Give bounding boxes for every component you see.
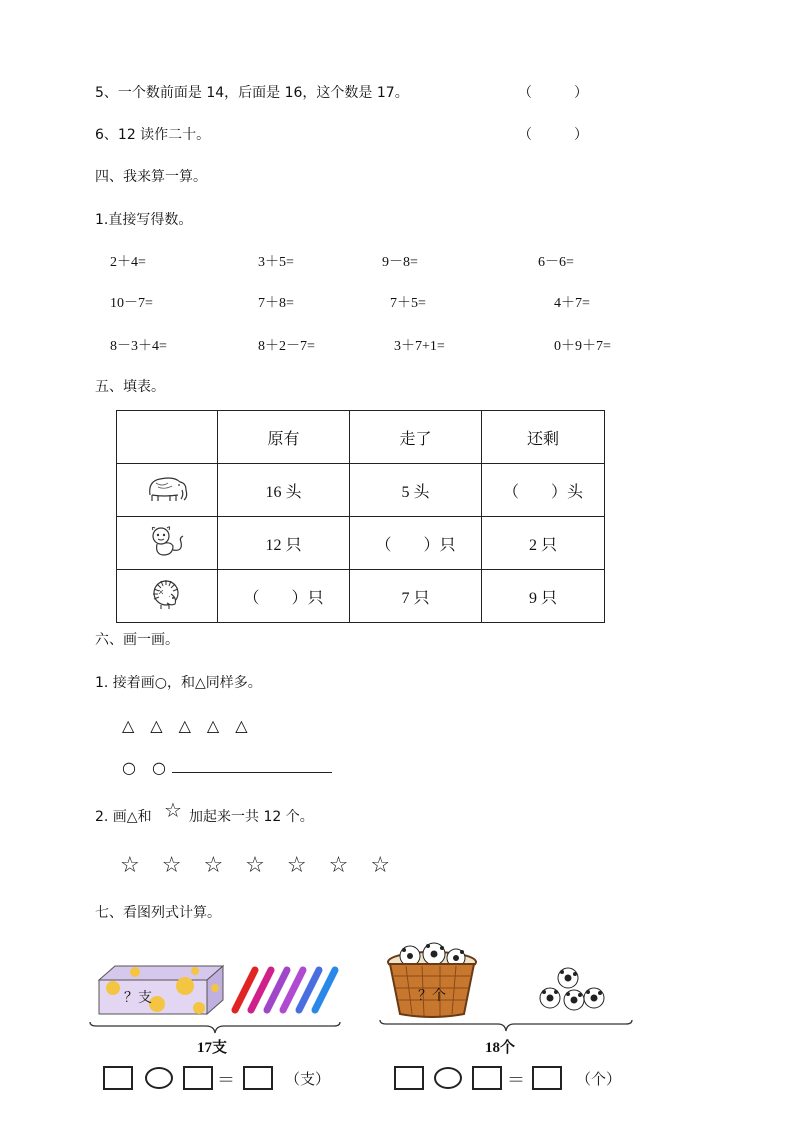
- operator-circle[interactable]: [145, 1067, 173, 1089]
- math-item: 3＋7+1=: [394, 339, 445, 354]
- math-item: 4＋7=: [554, 296, 590, 311]
- section-4-subtitle: 1.直接写得数。: [95, 212, 193, 228]
- table-header-row: [117, 411, 605, 464]
- answer-box[interactable]: [394, 1066, 424, 1090]
- hedgehog-icon: [117, 570, 218, 623]
- math-item: 0＋9＋7=: [554, 339, 611, 354]
- math-item: 6－6=: [538, 255, 574, 270]
- triangle-row: △ △ △ △ △: [122, 716, 248, 735]
- math-item: 7＋8=: [258, 296, 294, 311]
- answer-box[interactable]: [103, 1066, 133, 1090]
- equals-sign: ＝: [507, 1070, 525, 1091]
- section-6-title: 六、画一画。: [95, 632, 179, 648]
- circle-row: ○ ○: [122, 758, 166, 777]
- answer-paren-6[interactable]: （ ）: [518, 127, 588, 143]
- answer-paren-5[interactable]: （ ）: [518, 85, 588, 101]
- operator-circle[interactable]: [434, 1067, 462, 1089]
- table-cell: 5 头: [350, 464, 482, 517]
- star-icon: ☆: [164, 798, 182, 822]
- drawing-line[interactable]: [172, 772, 332, 773]
- math-item: 7＋5=: [390, 296, 426, 311]
- monkey-icon: [117, 517, 218, 570]
- section-7-title: 七、看图列式计算。: [95, 905, 221, 921]
- section-5-title: 五、填表。: [95, 379, 165, 395]
- math-item: 9－8=: [382, 255, 418, 270]
- star-row: ☆ ☆ ☆ ☆ ☆ ☆ ☆: [120, 853, 391, 878]
- question-6-2-part-b: 加起来一共 12 个。: [189, 809, 314, 825]
- table-row: [117, 570, 605, 623]
- math-item: 2＋4=: [110, 255, 146, 270]
- table-cell: 9 只: [482, 570, 605, 623]
- table-cell: 2 只: [482, 517, 605, 570]
- table-cell[interactable]: （ ）头: [482, 464, 605, 517]
- math-item: 3＋5=: [258, 255, 294, 270]
- question-6-2-part-a: 2. 画△和: [95, 809, 152, 825]
- section-4-title: 四、我来算一算。: [95, 169, 207, 185]
- left-total-label: 17支: [197, 1040, 228, 1056]
- math-item: 8＋2－7=: [258, 339, 315, 354]
- right-brace: [378, 1018, 634, 1034]
- answer-box[interactable]: [472, 1066, 502, 1090]
- answer-box[interactable]: [183, 1066, 213, 1090]
- unit-label-right: （个）: [576, 1072, 622, 1088]
- question-5: 5、一个数前面是 14，后面是 16，这个数是 17。: [95, 85, 409, 101]
- unit-label-left: （支）: [285, 1072, 331, 1088]
- table-cell[interactable]: （ ）只: [218, 570, 350, 623]
- table-cell: 12 只: [218, 517, 350, 570]
- question-6-1: 1. 接着画○，和△同样多。: [95, 675, 262, 691]
- table-header-cell: 原有: [218, 411, 350, 464]
- question-6: 6、12 读作二十。: [95, 127, 211, 143]
- fill-table: [116, 410, 605, 623]
- table-row: [117, 464, 605, 517]
- math-item: 10－7=: [110, 296, 153, 311]
- answer-box[interactable]: [532, 1066, 562, 1090]
- box-label: ？支: [124, 990, 152, 1006]
- basket-label: ？个: [418, 988, 446, 1004]
- equals-sign: ＝: [217, 1070, 235, 1091]
- table-header-cell: 还剩: [482, 411, 605, 464]
- table-cell[interactable]: （ ）只: [350, 517, 482, 570]
- right-total-label: 18个: [485, 1040, 516, 1056]
- ball-basket-illustration: [384, 940, 620, 1022]
- table-cell: 7 只: [350, 570, 482, 623]
- table-header-cell: 走了: [350, 411, 482, 464]
- math-item: 8－3＋4=: [110, 339, 167, 354]
- table-header-cell: [117, 411, 218, 464]
- elephant-icon: [117, 464, 218, 517]
- answer-box[interactable]: [243, 1066, 273, 1090]
- table-cell: 16 头: [218, 464, 350, 517]
- left-brace: [88, 1020, 342, 1036]
- table-row: [117, 517, 605, 570]
